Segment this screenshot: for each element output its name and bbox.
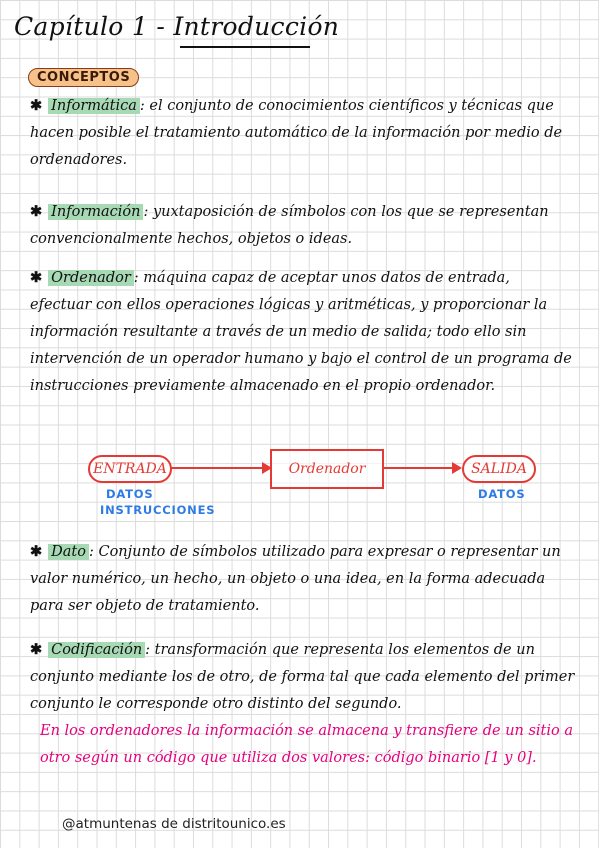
concept-definition: : transformación que representa los elementos de un conjunto mediante los de otro, de forma tal que cada elemento del primer conjunto le corresponde otro distinto del segundo. <box>30 642 575 712</box>
page-title: Capítulo 1 - Introducción <box>14 12 340 41</box>
asterisk-icon: ✱ <box>30 203 43 220</box>
footer-credit: @atmuntenas de distritounico.es <box>62 816 286 832</box>
asterisk-icon: ✱ <box>30 641 43 658</box>
concept-definition: : yuxtaposición de símbolos con los que se representan convencionalmente hechos, objetos o ideas. <box>30 204 549 247</box>
asterisk-icon: ✱ <box>30 97 43 114</box>
concept-term: Informática <box>48 98 140 114</box>
concept-term: Ordenador <box>48 270 134 286</box>
title-underline <box>180 46 310 48</box>
concept-ordenador <box>30 264 575 400</box>
concept-term: Información <box>48 204 143 220</box>
diagram-salida: SALIDA <box>462 455 536 483</box>
concept-note: En los ordenadores la información se almacena y transfiere de un sitio a otro según un código que utiliza dos valores: código binario [1 y 0]. <box>40 723 574 766</box>
asterisk-icon: ✱ <box>30 543 43 560</box>
diagram-entrada-instrucciones: INSTRUCCIONES <box>100 503 216 517</box>
asterisk-icon: ✱ <box>30 269 43 286</box>
concept-dato <box>30 538 575 620</box>
concept-definition: : Conjunto de símbolos utilizado para expresar o representar un valor numérico, un hecho, un objeto o una idea, en la forma adecuada para ser objeto de tratamiento. <box>30 544 561 614</box>
diagram-ordenador: Ordenador <box>270 449 384 489</box>
concept-definition: : el conjunto de conocimientos científicos y técnicas que hacen posible el tratamiento automático de la información por medio de ordenadores. <box>30 98 563 168</box>
concept-term: Codificación <box>48 642 145 658</box>
concept-informacion <box>30 198 575 253</box>
diagram-entrada-datos: DATOS <box>106 487 154 501</box>
arrowhead-icon <box>452 462 462 474</box>
concept-informatica <box>30 92 575 174</box>
concept-term: Dato <box>48 544 89 560</box>
section-badge: CONCEPTOS <box>28 68 139 87</box>
diagram-salida-datos: DATOS <box>478 487 526 501</box>
concept-codificacion <box>30 636 575 772</box>
diagram-entrada: ENTRADA <box>88 455 172 483</box>
concept-definition: : máquina capaz de aceptar unos datos de entrada, efectuar con ellos operaciones lógicas y aritméticas, y proporcionar la información resultante a través de un medio de salida; todo ello sin intervención de un operador humano y bajo el control de un programa de instrucciones previamente almacenado en el propio ordenador. <box>30 270 572 394</box>
